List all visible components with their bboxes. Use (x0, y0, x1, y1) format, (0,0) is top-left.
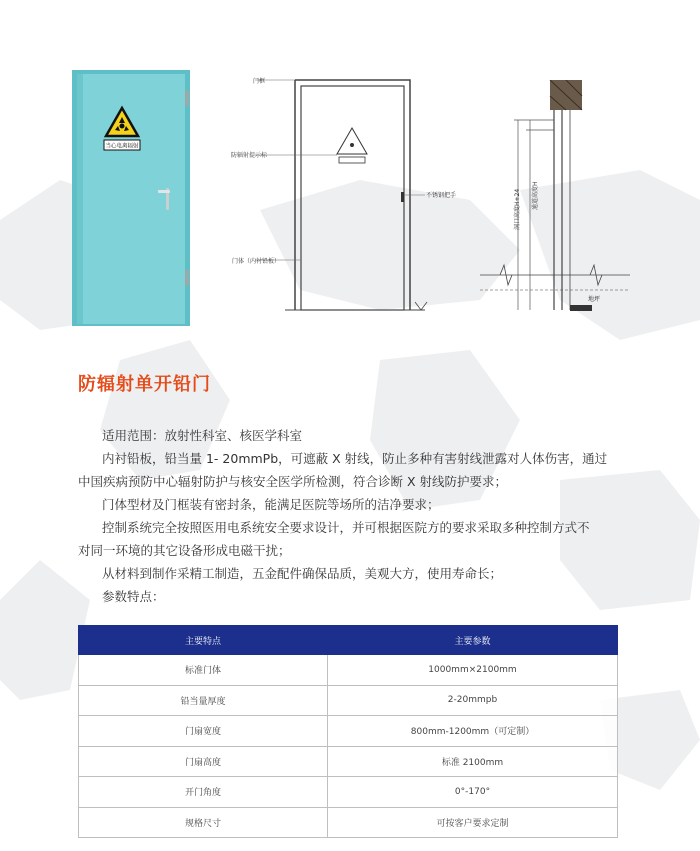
desc-line: 参数特点： (102, 589, 165, 604)
table-cell: 0°-170° (328, 777, 618, 808)
column-header: 主要参数 (328, 626, 618, 655)
desc-line: 门体型材及门框装有密封条，能满足医院等场所的洁净要求； (102, 497, 440, 512)
desc-line: 内衬铅板，铅当量 1- 20mmPb，可遮蔽 X 射线，防止多种有害射线泄露对人体伤害，通过 (102, 451, 608, 466)
table-row (79, 746, 618, 777)
desc-line: 中国疾病预防中心辐射防护与核安全医学所检测，符合诊断 X 射线防护要求； (78, 474, 508, 489)
label-handle: 不锈钢把手 (426, 192, 457, 199)
table-row (79, 807, 618, 838)
desc-line: 从材料到制作采精工制造，五金配件确保品质，美观大方，使用寿命长； (102, 566, 503, 581)
table-cell: 标准门体 (79, 655, 328, 686)
desc-line: 对同一环境的其它设备形成电磁干扰； (78, 543, 291, 558)
table-cell: 规格尺寸 (79, 807, 328, 838)
table-cell: 2-20mmpb (328, 685, 618, 716)
table-cell: 标准 2100mm (328, 746, 618, 777)
table-cell: 铅当量厚度 (79, 685, 328, 716)
label-ground: 地坪 (588, 296, 601, 303)
spec-table (78, 625, 618, 838)
desc-line: 控制系统完全按照医用电系统安全要求设计，并可根据医院方的要求采取多种控制方式不 (102, 520, 590, 535)
door-photo (62, 70, 197, 330)
door-side-section-drawing (470, 80, 645, 325)
label-dim-left: 洞口高度H+24 (514, 188, 521, 230)
label-frame: 门框 (253, 78, 266, 85)
door-front-drawing (225, 70, 450, 325)
door-sign-text: 当心电离辐射 (105, 143, 139, 150)
table-cell: 开门角度 (79, 777, 328, 808)
product-title: 防辐射单开铅门 (78, 374, 211, 395)
table-cell: 可按客户要求定制 (328, 807, 618, 838)
table-header-row (79, 626, 618, 655)
label-dim-right: 通道高度H (532, 181, 539, 210)
table-row (79, 655, 618, 686)
table-cell: 门扇宽度 (79, 716, 328, 747)
label-sign: 防辐射提示标 (231, 152, 268, 159)
table-cell: 门扇高度 (79, 746, 328, 777)
table-row (79, 716, 618, 747)
table-cell: 1000mm×2100mm (328, 655, 618, 686)
desc-line: 适用范围：放射性科室、核医学科室 (102, 428, 303, 443)
table-row (79, 777, 618, 808)
label-body: 门体（内衬铅板） (232, 258, 281, 265)
product-description (78, 424, 623, 608)
table-row (79, 685, 618, 716)
table-cell: 800mm-1200mm（可定制） (328, 716, 618, 747)
product-figure (0, 0, 700, 340)
column-header: 主要特点 (79, 626, 328, 655)
